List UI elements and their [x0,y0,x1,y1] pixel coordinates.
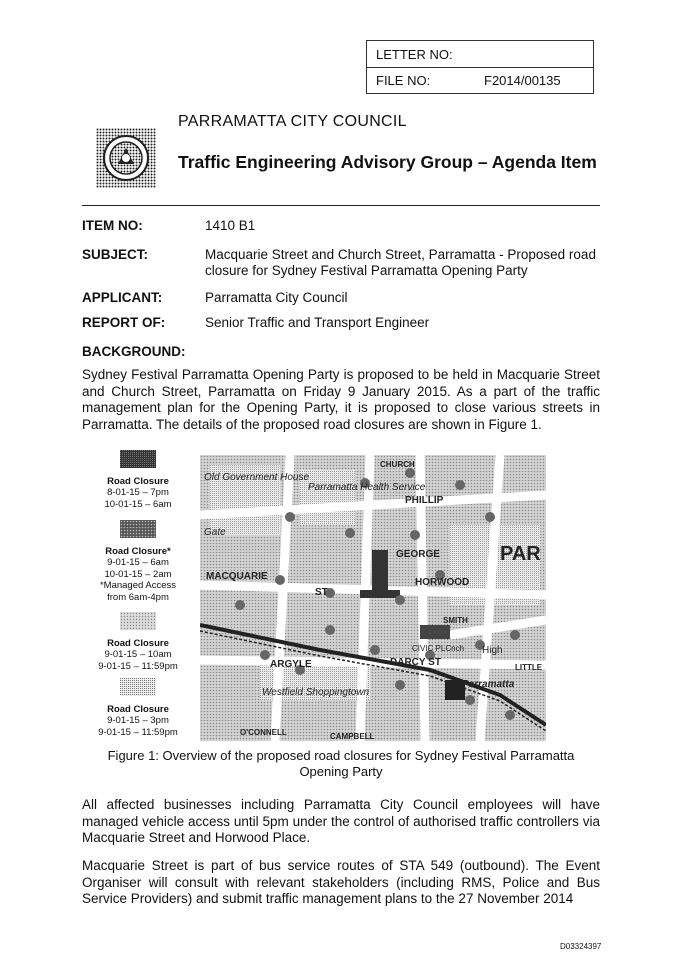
subject-value: Macquarie Street and Church Street, Parramatta - Proposed road closure for Sydney Festival Parramatta Opening Party [205,247,596,278]
map-label-st: ST [315,587,328,598]
page-title: Traffic Engineering Advisory Group – Agenda Item [178,152,597,172]
applicant-value: Parramatta City Council [205,290,348,305]
item-no-label: ITEM NO: [82,218,143,233]
map-label-oconnell: O'CONNELL [240,728,287,737]
legend-item-closure-1 [82,450,194,510]
background-heading: BACKGROUND: [82,344,186,359]
map-label-high: High [482,645,503,656]
bus-route-paragraph: Macquarie Street is part of bus service routes of STA 549 (outbound). The Event Organiser will consult with relevant stakeholders (including RMS, Police and Bus Service Providers) and submit traffic management plans to the 27 November 2014 [82,858,600,906]
map-label-parramatta: Parramatta [462,679,515,690]
subject-label: SUBJECT: [82,247,149,262]
road-closure-map [200,455,546,741]
background-paragraph: Sydney Festival Parramatta Opening Party is proposed to be held in Macquarie Street and Church Street, Parramatta on Friday 9 January 2015. As a part of the traffic management plan for the Opening Party, it is proposed to close various streets in Parramatta. The details of the proposed road closures are shown in Figure 1. [82,367,600,432]
map-label-health-service: Parramatta Health Service [308,482,426,493]
map-label-church: CHURCH [380,460,415,469]
legend-title: Road Closure [107,475,169,487]
access-paragraph: All affected businesses including Parramatta City Council employees will have managed vehicle access until 5pm under the control of authorised traffic controllers via Macquarie Street and Horwood Place. [82,797,600,845]
legend-line: from 6am-4pm [107,591,169,603]
map-label-little: LITTLE [515,663,543,672]
council-crest-logo [96,128,156,188]
map-label-gate: Gate [204,527,226,538]
legend-swatch-medium [120,520,156,538]
map-label-macquarie: MACQUARIE [206,571,268,582]
map-label-phillip: PHILLIP [405,495,444,506]
legend-title: Road Closure [107,637,169,649]
legend-line: *Managed Access [99,580,177,591]
map-label-horwood: HORWOOD [415,577,470,588]
document-reference: D03324397 [560,942,602,951]
legend-line: 9-01-15 – 11:59pm [98,660,178,672]
map-label-westfield: Westfield Shoppingtown [262,687,370,698]
legend-line: 9-01-15 – 10am [104,649,172,660]
file-no-label: FILE NO: [376,73,431,88]
council-name: PARRAMATTA CITY COUNCIL [178,113,407,130]
legend-line: 9-01-15 – 11:59pm [98,726,178,738]
legend-title: Road Closure [107,703,169,715]
map-label-civic-place: CIVIC PLCnch [412,644,465,653]
legend-line: 8-01-15 – 7pm [107,487,169,498]
closure-marker [360,590,400,598]
applicant-label: APPLICANT: [82,290,163,305]
header-divider [82,205,600,206]
legend-swatch-dotted [120,678,156,696]
legend-item-closure-3 [82,612,194,672]
legend-swatch-dark [120,450,156,468]
legend-swatch-light [120,612,156,630]
legend-item-closure-4 [82,678,194,738]
report-of-label: REPORT OF: [82,315,166,330]
map-label-george: GEORGE [396,549,440,560]
file-no-value: F2014/00135 [484,73,561,88]
closure-marker [372,550,388,595]
map-label-smith: SMITH [443,616,468,625]
map-label-par: PAR [500,543,541,565]
legend-title: Road Closure* [105,545,171,557]
map-label-darcy: DARCY ST [390,657,441,668]
map-label-argyle: ARGYLE [270,659,312,670]
map-label-campbell: CAMPBELL [330,732,375,741]
legend-line: 10-01-15 – 6am [104,498,172,510]
reference-box [366,40,594,94]
figure-caption: Figure 1: Overview of the proposed road closures for Sydney Festival Parramatta Opening Party [107,748,575,779]
item-no-value: 1410 B1 [205,218,256,233]
legend-line: 9-01-15 – 6am [107,557,169,568]
legend-line: 10-01-15 – 2am [104,568,172,580]
closure-marker [420,625,450,639]
file-no-row [367,67,593,93]
legend-item-closure-2 [82,520,194,603]
legend-line: 9-01-15 – 3pm [107,715,169,726]
map-label-old-government-house: Old Government House [204,472,310,483]
letter-no-label: LETTER NO: [376,46,453,62]
report-of-value: Senior Traffic and Transport Engineer [205,315,430,330]
letter-no-row [367,41,593,67]
